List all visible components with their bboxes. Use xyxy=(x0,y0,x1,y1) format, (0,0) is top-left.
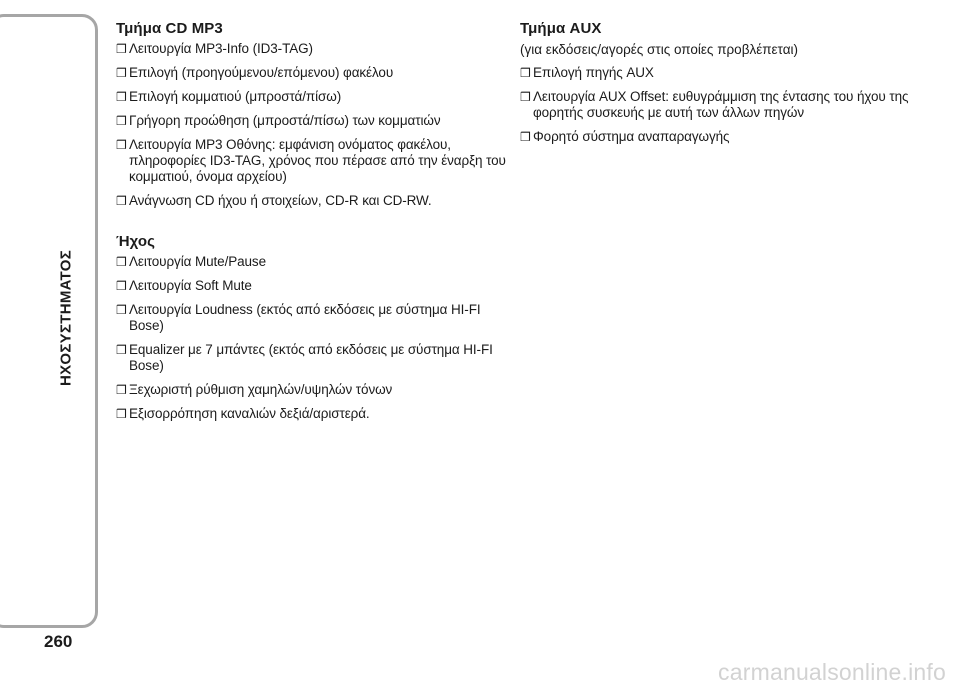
left-column xyxy=(116,20,508,446)
feature-list xyxy=(520,65,920,145)
list-item xyxy=(116,254,508,270)
list-item xyxy=(116,89,508,105)
checkbox-bullet-icon: ❒ xyxy=(116,66,127,80)
section-title: Τμήμα AUX xyxy=(520,20,602,37)
section-note: (για εκδόσεις/αγορές στις οποίες προβλέπεται) xyxy=(520,42,799,57)
item-text: Επιλογή κομματιού (μπροστά/πίσω) xyxy=(129,89,342,104)
item-text: Επιλογή (προηγούμενου/επόμενου) φακέλου xyxy=(129,65,394,80)
item-text: Λειτουργία MP3 Οθόνης: εμφάνιση ονόματος φακέλου, πληροφορίες ID3-TAG, χρόνος που πέρασε από την έναρξη του κομματιού, όνομα αρχείου) xyxy=(129,137,506,184)
chapter-title: ΗΧΟΣΥΣΤΗΜΑΤΟΣ xyxy=(57,249,75,387)
section-aux xyxy=(520,20,920,145)
section-cd-mp3 xyxy=(116,20,508,209)
item-text: Φορητό σύστημα αναπαραγωγής xyxy=(533,129,730,144)
watermark: carmanualsonline.info xyxy=(718,659,946,685)
item-text: Λειτουργία AUX Offset: ευθυγράμμιση της έντασης του ήχου της φορητής συσκευής με αυτή των άλλων πηγών xyxy=(533,89,909,120)
list-item xyxy=(116,406,508,422)
checkbox-bullet-icon: ❒ xyxy=(116,114,127,128)
list-item xyxy=(116,65,508,81)
section-title: Ήχος xyxy=(116,233,156,250)
page-number: 260 xyxy=(44,632,73,651)
list-item xyxy=(116,193,508,209)
section-sound xyxy=(116,233,508,422)
item-text: Λειτουργία Soft Mute xyxy=(129,278,252,293)
list-item xyxy=(116,113,508,129)
list-item xyxy=(116,278,508,294)
side-tab xyxy=(0,14,98,628)
checkbox-bullet-icon: ❒ xyxy=(520,66,531,80)
checkbox-bullet-icon: ❒ xyxy=(116,343,127,357)
list-item xyxy=(116,41,508,57)
item-text: Γρήγορη προώθηση (μπροστά/πίσω) των κομματιών xyxy=(129,113,441,128)
list-item xyxy=(116,342,508,374)
right-column xyxy=(520,20,920,169)
checkbox-bullet-icon: ❒ xyxy=(116,279,127,293)
checkbox-bullet-icon: ❒ xyxy=(116,303,127,317)
checkbox-bullet-icon: ❒ xyxy=(116,194,127,208)
checkbox-bullet-icon: ❒ xyxy=(116,255,127,269)
checkbox-bullet-icon: ❒ xyxy=(116,138,127,152)
checkbox-bullet-icon: ❒ xyxy=(116,383,127,397)
item-text: Λειτουργία Loudness (εκτός από εκδόσεις με σύστημα HI-FI Bose) xyxy=(129,302,481,333)
list-item xyxy=(520,89,920,121)
list-item xyxy=(520,129,920,145)
item-text: Εξισορρόπηση καναλιών δεξιά/αριστερά. xyxy=(129,406,370,421)
checkbox-bullet-icon: ❒ xyxy=(116,42,127,56)
list-item xyxy=(116,137,508,185)
item-text: Equalizer με 7 μπάντες (εκτός από εκδόσεις με σύστημα HI-FI Bose) xyxy=(129,342,493,373)
checkbox-bullet-icon: ❒ xyxy=(520,130,531,144)
checkbox-bullet-icon: ❒ xyxy=(116,90,127,104)
section-title: Τμήμα CD MP3 xyxy=(116,20,223,37)
feature-list xyxy=(116,254,508,422)
list-item xyxy=(520,65,920,81)
item-text: Λειτουργία MP3-Info (ID3-TAG) xyxy=(129,41,313,56)
feature-list xyxy=(116,41,508,209)
list-item xyxy=(116,382,508,398)
list-item xyxy=(116,302,508,334)
item-text: Ανάγνωση CD ήχου ή στοιχείων, CD-R και CD-RW. xyxy=(129,193,432,208)
item-text: Λειτουργία Mute/Pause xyxy=(129,254,266,269)
checkbox-bullet-icon: ❒ xyxy=(520,90,531,104)
checkbox-bullet-icon: ❒ xyxy=(116,407,127,421)
item-text: Ξεχωριστή ρύθμιση χαμηλών/υψηλών τόνων xyxy=(129,382,393,397)
item-text: Επιλογή πηγής AUX xyxy=(533,65,654,80)
